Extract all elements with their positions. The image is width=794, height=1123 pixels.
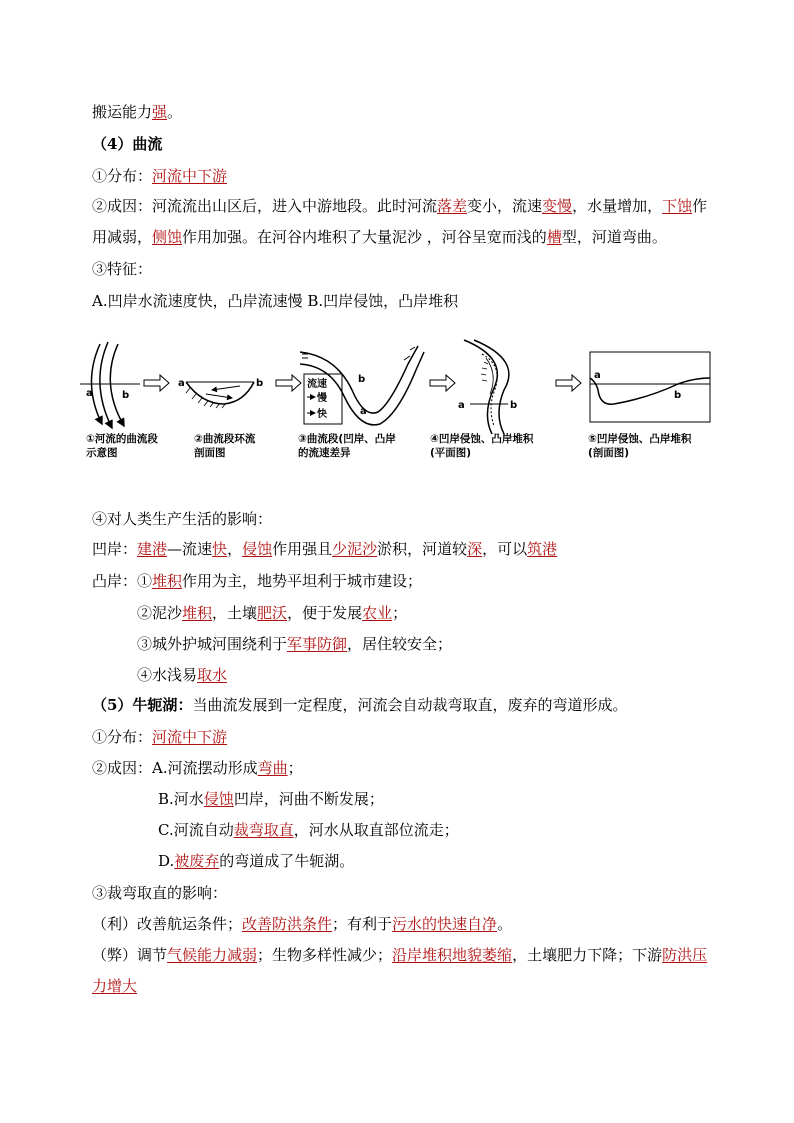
box-fast: 快: [317, 409, 327, 420]
text: ③裁弯取直的影响：: [92, 884, 228, 902]
heading-meander: （4）曲流: [92, 135, 163, 153]
s5-cause-d: [158, 851, 354, 871]
answer: 堆积: [152, 572, 183, 590]
convex-bank-line-1: [92, 571, 422, 591]
answer: 沿岸堆积地貌萎缩: [392, 946, 513, 964]
s4-impact-label: [92, 509, 272, 529]
text: ③特征：: [92, 260, 153, 278]
text: ，土壤肥力下降；下游: [512, 946, 663, 964]
s5-cause-b: [158, 789, 384, 809]
text: ，土壤: [212, 604, 258, 622]
label-a: a: [178, 378, 185, 389]
text: ②成因：河流流出山区后，进入中游地段。此时河流: [92, 197, 438, 215]
answer: 建港: [137, 540, 168, 558]
text: B.河水: [158, 790, 204, 808]
label-a: a: [458, 400, 465, 411]
text: ，居住较安全；: [347, 635, 453, 653]
caption-3b: 的流速差异: [298, 447, 351, 459]
answer: 河流中下游: [152, 728, 228, 746]
text: D.: [158, 852, 175, 870]
s5-impact-label: [92, 883, 227, 903]
label-a: a: [594, 370, 601, 381]
label-a: a: [360, 406, 367, 417]
answer: 改善防洪条件: [242, 915, 333, 933]
meander-diagram: [78, 338, 718, 468]
text: 当曲流发展到一定程度，河流会自动裁弯取直，废弃的弯道形成。: [192, 696, 628, 714]
text: ④对人类生产生活的影响：: [92, 510, 273, 528]
answer: 少泥沙: [332, 540, 378, 558]
text: A.凹岸水流速度快，凸岸流速慢 B.凹岸侵蚀，凸岸堆积: [92, 292, 459, 310]
s5-cause-a: [92, 758, 303, 778]
s5-cause-c: [158, 820, 459, 840]
label: ①分布：: [92, 728, 153, 746]
label: ①分布：: [92, 167, 153, 185]
answer: 防洪压力增大: [92, 946, 708, 995]
pro-line: [92, 914, 512, 934]
caption-3a: ③曲流段(凹岸、凸岸: [298, 433, 396, 445]
answer: 军事防御: [287, 635, 348, 653]
answer: 农业: [362, 604, 393, 622]
text: 作用加强。在河谷内堆积了大量泥沙 ，河谷呈宽而浅的: [182, 228, 547, 246]
text: 作用为主，地势平坦利于城市建设；: [182, 572, 423, 590]
s4-features-ab: [92, 291, 458, 311]
line-transport-capacity: [92, 102, 182, 122]
text: （利）改善航运条件；: [92, 915, 243, 933]
s4-features-label: [92, 259, 152, 279]
text: 凹岸，河曲不断发展；: [233, 790, 384, 808]
caption-5b: (剖面图): [588, 447, 630, 459]
section-4-title: [92, 134, 162, 154]
text: 淤积，河道较: [377, 540, 468, 558]
answer: 被废弃: [174, 852, 220, 870]
s5-distribution: [92, 727, 227, 747]
answer: 侵蚀: [203, 790, 234, 808]
answer: 侧蚀: [152, 228, 183, 246]
panel-5-cross-section: [590, 352, 710, 422]
label-b: b: [674, 390, 682, 401]
label-b: b: [358, 374, 366, 385]
panel-4-plan-view: [458, 340, 517, 434]
label-b: b: [510, 400, 518, 411]
answer: 污水的快速自净: [392, 915, 498, 933]
text: ；生物多样性减少；: [257, 946, 393, 964]
text: 凸岸：①: [92, 572, 153, 590]
convex-bank-line-4: [137, 665, 227, 685]
answer: 裁弯取直: [233, 821, 294, 839]
answer: 堆积: [182, 604, 213, 622]
text: 作用减弱，: [92, 197, 708, 246]
text: 凹岸：: [92, 540, 138, 558]
convex-bank-line-2: [137, 603, 407, 623]
text: ，河水从取直部位流走；: [293, 821, 459, 839]
text: 。: [167, 103, 183, 121]
caption-4a: ④凹岸侵蚀、凸岸堆积: [430, 433, 534, 445]
s4-cause-paragraph: [92, 191, 720, 253]
label-b: b: [122, 390, 130, 401]
text: ②成因：A.河流摆动形成: [92, 759, 258, 777]
text: ②泥沙: [137, 604, 183, 622]
label-b: b: [256, 378, 264, 389]
answer: 深: [467, 540, 483, 558]
text: 搬运能力: [92, 103, 153, 121]
answer: 取水: [197, 666, 228, 684]
text: 的弯道成了牛轭湖。: [219, 852, 355, 870]
text: 。: [497, 915, 513, 933]
caption-4b: (平面图): [430, 447, 472, 459]
text: ③城外护城河围绕利于: [137, 635, 288, 653]
caption-2a: ②曲流段环流: [194, 433, 256, 445]
panel-3-velocity: [300, 346, 424, 425]
answer: 变慢: [542, 197, 573, 215]
text: 变小，流速: [467, 197, 543, 215]
answer: 槽: [546, 228, 562, 246]
panel-1-meander-sketch: [80, 342, 140, 428]
text: 作用强且: [272, 540, 333, 558]
answer: 弯曲: [257, 759, 288, 777]
con-paragraph: [92, 940, 720, 1002]
label-a: a: [86, 388, 93, 399]
text: ，便于发展: [287, 604, 363, 622]
box-slow: 慢: [317, 393, 327, 404]
text: ；有利于: [332, 915, 393, 933]
answer: 河流中下游: [152, 167, 228, 185]
text: ；: [287, 759, 303, 777]
answer: 肥沃: [257, 604, 288, 622]
heading-oxbow-lake: （5）牛轭湖：: [92, 696, 193, 714]
caption-5a: ⑤凹岸侵蚀、凸岸堆积: [588, 433, 692, 445]
answer: 下蚀: [662, 197, 693, 215]
text: ④水浅易: [137, 666, 198, 684]
answer: 快: [212, 540, 228, 558]
text: （弊）调节: [92, 946, 168, 964]
panel-2-cross-section: [178, 378, 263, 408]
text: ；: [392, 604, 408, 622]
section-5-title: [92, 695, 627, 715]
text: ，水量增加，: [572, 197, 663, 215]
convex-bank-line-3: [137, 634, 452, 654]
text: ，可以: [482, 540, 528, 558]
answer: 落差: [437, 197, 468, 215]
text: —流速: [167, 540, 213, 558]
caption-1a: ①河流的曲流段: [86, 433, 158, 445]
text: ，: [227, 540, 243, 558]
answer: 侵蚀: [242, 540, 273, 558]
answer: 筑港: [527, 540, 558, 558]
caption-2b: 剖面图: [194, 447, 226, 459]
concave-bank-line: [92, 539, 557, 559]
caption-1b: 示意图: [86, 447, 118, 459]
answer: 气候能力减弱: [167, 946, 258, 964]
text: C.河流自动: [158, 821, 234, 839]
s4-distribution: [92, 166, 227, 186]
answer-strong: 强: [152, 103, 168, 121]
text: 型，河道弯曲。: [561, 228, 667, 246]
box-velocity: 流速: [307, 379, 327, 390]
